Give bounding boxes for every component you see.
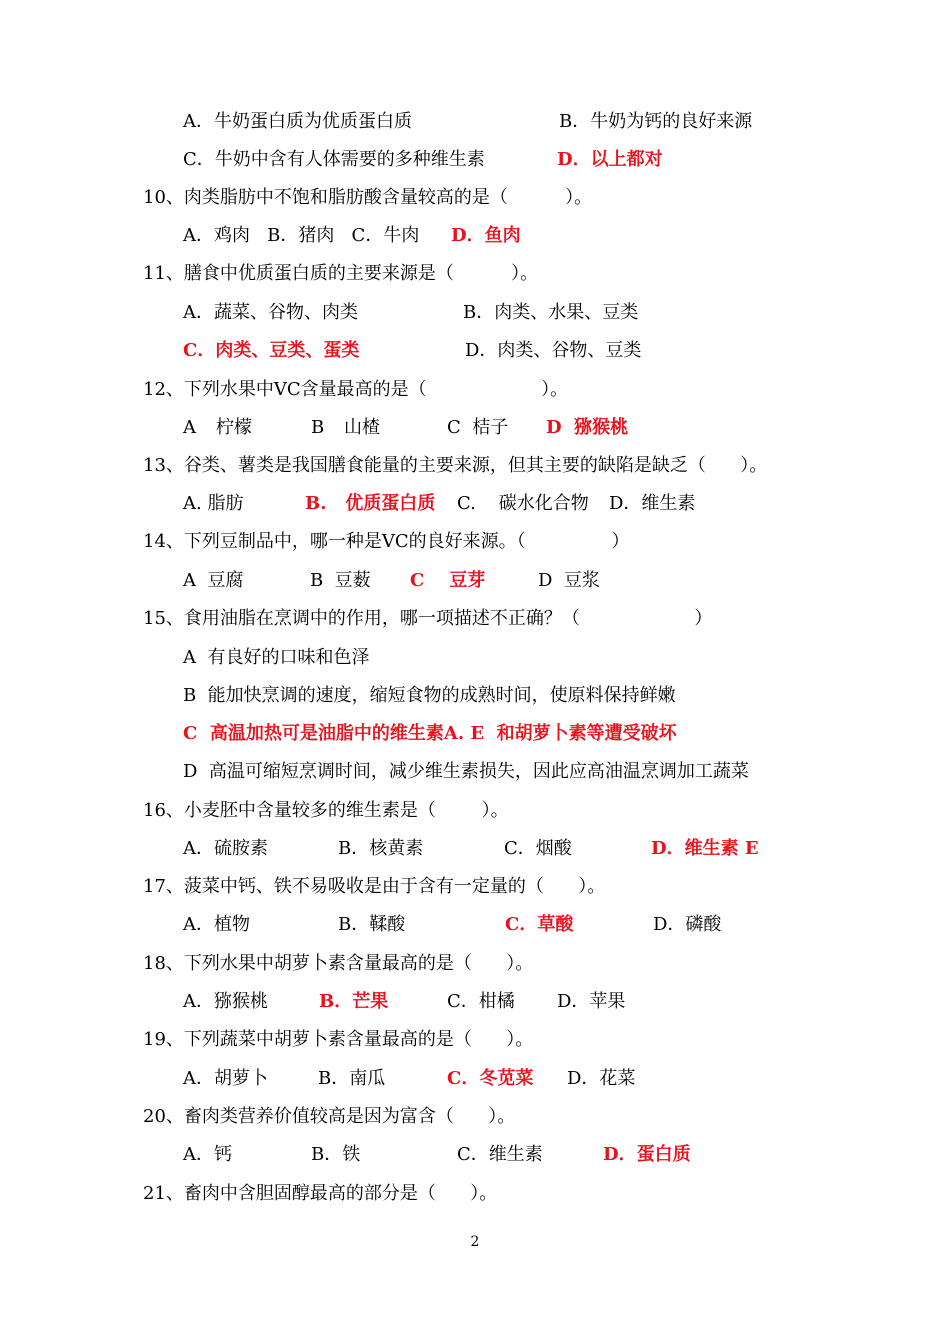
text-segment: C．柑橘: [447, 991, 515, 1012]
text-segment: A．鸡肉 B．猪肉 C．牛肉: [183, 225, 420, 246]
text-segment: B．铁: [311, 1144, 361, 1165]
text-segment: A．硫胺素: [183, 838, 268, 859]
text-segment: A: [183, 417, 196, 438]
answer-text: D．蛋白质: [603, 1144, 691, 1165]
text-segment: A．植物: [183, 914, 250, 935]
text-segment: D 高温可缩短烹调时间，减少维生素损失，因此应高油温烹调加工蔬菜: [183, 761, 749, 782]
page-number: 2: [470, 1234, 480, 1250]
text-segment: 19、下列蔬菜中胡萝卜素含量最高的是（ ）。: [143, 1029, 534, 1050]
text-segment: A 豆腐: [183, 570, 244, 591]
text-segment: 21、畜肉中含胆固醇最高的部分是（ ）。: [143, 1183, 498, 1204]
text-segment: C. 碳水化合物: [457, 493, 589, 514]
answer-text: C 高温加热可是油脂中的维生素A. E 和胡萝卜素等遭受破坏: [183, 723, 677, 744]
answer-text: D 猕猴桃: [546, 417, 629, 438]
text-segment: A．胡萝卜: [183, 1068, 268, 1089]
text-segment: B．南瓜: [318, 1068, 386, 1089]
text-segment: C．维生素: [457, 1144, 543, 1165]
answer-text: B．芒果: [319, 991, 389, 1012]
answer-text: B. 优质蛋白质: [305, 493, 436, 514]
answer-text: C．草酸: [505, 914, 574, 935]
text-segment: B: [311, 417, 325, 438]
answer-text: C．冬苋菜: [447, 1068, 534, 1089]
text-segment: 18、下列水果中胡萝卜素含量最高的是（ ）。: [143, 953, 534, 974]
text-segment: A 有良好的口味和色泽: [183, 647, 370, 668]
text-segment: A．猕猴桃: [183, 991, 268, 1012]
answer-text: C．肉类、豆类、蛋类: [183, 340, 360, 361]
text-segment: C 桔子: [447, 417, 509, 438]
text-segment: C．烟酸: [504, 838, 572, 859]
text-segment: 山楂: [344, 417, 380, 438]
text-segment: 17、菠菜中钙、铁不易吸收是由于含有一定量的（ ）。: [143, 876, 606, 897]
text-segment: A．蔬菜、谷物、肉类: [183, 302, 358, 323]
text-segment: B 能加快烹调的速度，缩短食物的成熟时间，使原料保持鲜嫩: [183, 685, 676, 706]
answer-text: D．维生素 E: [651, 838, 759, 859]
text-segment: B 豆薮: [310, 570, 371, 591]
text-segment: D．维生素: [609, 493, 696, 514]
text-segment: A．钙: [183, 1144, 232, 1165]
text-segment: 10、肉类脂肪中不饱和脂肪酸含量较高的是（ ）。: [143, 187, 593, 208]
text-segment: 15、食用油脂在烹调中的作用，哪一项描述不正确？（ ）: [143, 608, 713, 629]
answer-text: D．鱼肉: [451, 225, 521, 246]
text-segment: 20、畜肉类营养价值较高是因为富含（ ）。: [143, 1106, 516, 1127]
text-segment: A．牛奶蛋白质为优质蛋白质: [183, 111, 412, 132]
text-segment: B．鞣酸: [338, 914, 406, 935]
text-segment: 11、膳食中优质蛋白质的主要来源是（ ）。: [143, 263, 539, 284]
text-segment: D．肉类、谷物、豆类: [465, 340, 642, 361]
text-segment: 12、下列水果中VC含量最高的是（ ）。: [143, 379, 569, 400]
answer-text: D．以上都对: [557, 149, 663, 170]
text-segment: D．磷酸: [653, 914, 722, 935]
text-segment: B．肉类、水果、豆类: [463, 302, 639, 323]
text-segment: D 豆浆: [538, 570, 600, 591]
text-segment: B．牛奶为钙的良好来源: [559, 111, 753, 132]
text-segment: D．苹果: [557, 991, 626, 1012]
text-segment: A. 脂肪: [183, 493, 244, 514]
text-segment: C．牛奶中含有人体需要的多种维生素: [183, 149, 485, 170]
text-segment: B．核黄素: [338, 838, 424, 859]
text-segment: 柠檬: [216, 417, 252, 438]
answer-text: C 豆芽: [410, 570, 486, 591]
text-segment: 13、谷类、薯类是我国膳食能量的主要来源，但其主要的缺陷是缺乏（ ）。: [143, 455, 768, 476]
text-segment: 14、下列豆制品中，哪一种是VC的良好来源。（ ）: [143, 531, 630, 552]
text-segment: D．花菜: [567, 1068, 636, 1089]
text-segment: 16、小麦胚中含量较多的维生素是（ ）。: [143, 800, 509, 821]
